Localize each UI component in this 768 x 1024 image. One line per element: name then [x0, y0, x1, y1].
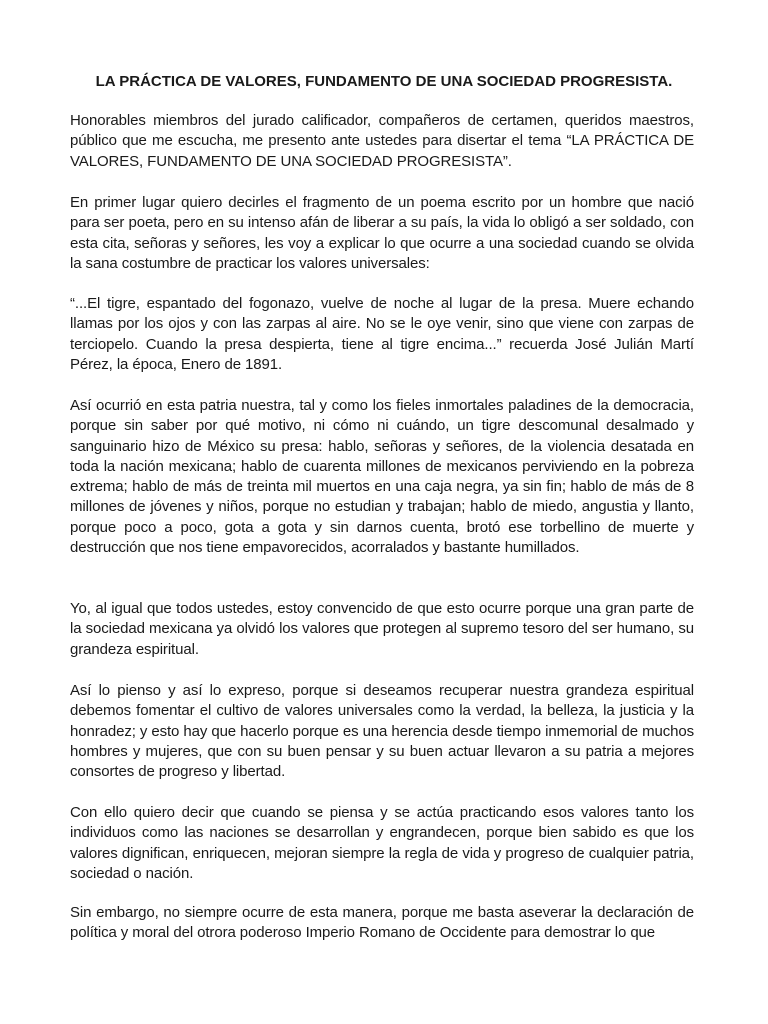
paragraph-violence: Así ocurrió en esta patria nuestra, tal y como los fieles inmortales paladines de la democracia, porque sin saber por qué motivo, ni cómo ni cuándo, un tigre descomunal desalmado y sanguinario hizo de México su presa: hablo, señoras y señores, de la violencia desatada en toda la nación mexicana; hablo de cuarenta millones de mexicanos perviviendo en la pobreza extrema; hablo de más de treinta mil muertos en una caja negra, ya sin fin; hablo de más de 8 millones de jóvenes y niños, porque no estudian y trabajan; hablo de miedo, angustia y llanto, porque poco a poco, gota a gota y sin darnos cuenta, brotó ese torbellino de muerte y destrucción que nos tiene empavorecidos, acorralados y bastante humillados.: [70, 397, 694, 557]
paragraph-development: Con ello quiero decir que cuando se piensa y se actúa practicando esos valores tanto los individuos como las naciones se desarrollan y engrandecen, porque bien sabido es que los valores dignifican, enriquecen, mejoran siempre la regla de vida y progreso de cualquier patria, sociedad o nación.: [70, 804, 694, 882]
paragraph-roman-empire: Sin embargo, no siempre ocurre de esta manera, porque me basta aseverar la declaración de política y moral del otrora poderoso Imperio Romano de Occidente para demostrar lo que: [70, 904, 694, 942]
paragraph-introduction: Honorables miembros del jurado calificador, compañeros de certamen, queridos maestros, público que me escucha, me presento ante ustedes para disertar el tema “LA PRÁCTICA DE VALORES, FUNDAMENTO DE UNA SOCIEDAD PROGRESISTA”.: [70, 112, 694, 170]
paragraph-quote: “...El tigre, espantado del fogonazo, vuelve de noche al lugar de la presa. Muere echando llamas por los ojos y con las zarpas al aire. No se le oye venir, sino que viene con zarpas de terciopelo. Cuando la presa despierta, tiene al tigre encima...” recuerda José Julián Martí Pérez, la época, Enero de 1891.: [70, 295, 694, 373]
paragraph-values: Así lo pienso y así lo expreso, porque si deseamos recuperar nuestra grandeza espiritual debemos fomentar el cultivo de valores universales como la verdad, la belleza, la justicia y la honradez; y esto hay que hacerlo porque es una herencia desde tiempo inmemorial de muchos hombres y mujeres, que con su buen pensar y su buen actuar llevaron a su patria a mejores consortes de progreso y libertad.: [70, 682, 694, 781]
paragraph-poem-context: En primer lugar quiero decirles el fragmento de un poema escrito por un hombre que nació para ser poeta, pero en su intenso afán de liberar a su país, la vida lo obligó a ser soldado, con esta cita, señoras y señores, les voy a explicar lo que ocurre a una sociedad cuando se olvida la sana costumbre de practicar los valores universales:: [70, 194, 694, 272]
paragraph-conviction: Yo, al igual que todos ustedes, estoy convencido de que esto ocurre porque una gran parte de la sociedad mexicana ya olvidó los valores que protegen al supremo tesoro del ser humano, su grandeza espiritual.: [70, 600, 694, 658]
document-title: LA PRÁCTICA DE VALORES, FUNDAMENTO DE UNA SOCIEDAD PROGRESISTA.: [95, 73, 673, 90]
